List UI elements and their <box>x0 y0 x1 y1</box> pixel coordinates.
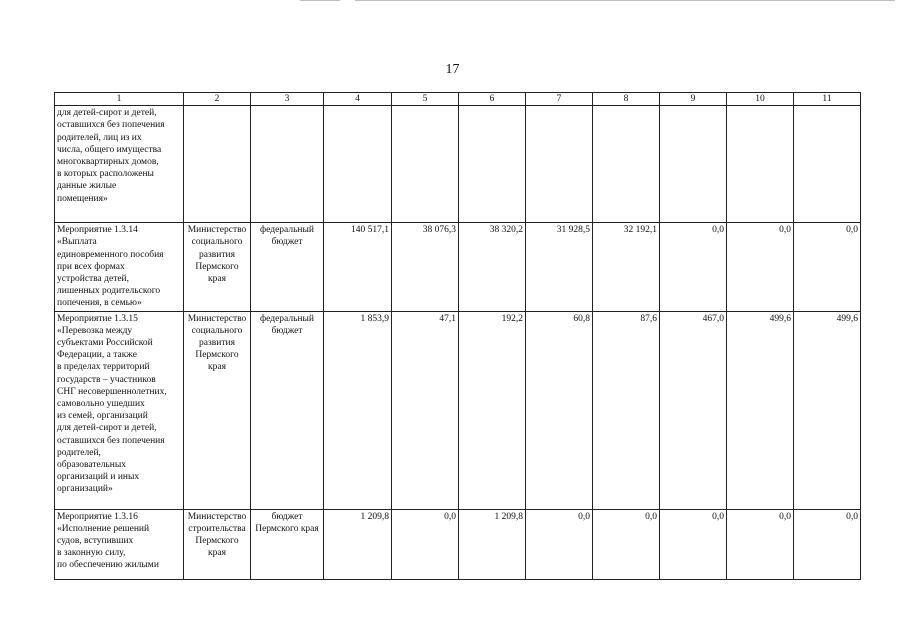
funding-source-cell: бюджет Пермского края <box>251 509 324 579</box>
amount-cell: 0,0 <box>660 223 727 311</box>
amount-cell: 1 209,8 <box>324 509 392 579</box>
amount-cell: 32 192,1 <box>593 223 660 311</box>
column-number-cell: 11 <box>794 93 861 106</box>
amount-cell: 0,0 <box>727 223 794 311</box>
table-row <box>55 509 861 579</box>
amount-cell: 499,6 <box>727 311 794 509</box>
responsible-executor-cell: Министерство строительства Пермского края <box>184 509 251 579</box>
amount-cell: 0,0 <box>794 509 861 579</box>
amount-cell: 1 209,8 <box>459 509 526 579</box>
column-number-cell: 7 <box>526 93 593 106</box>
funding-source-cell: федеральный бюджет <box>251 223 324 311</box>
amount-cell: 87,6 <box>593 311 660 509</box>
column-number-cell: 1 <box>55 93 184 106</box>
amount-cell <box>392 106 459 223</box>
column-number-cell: 2 <box>184 93 251 106</box>
amount-cell <box>459 106 526 223</box>
funding-source-cell <box>251 106 324 223</box>
page-number: 17 <box>445 62 460 77</box>
amount-cell: 47,1 <box>392 311 459 509</box>
responsible-executor-cell: Министерство социального развития Пермского края <box>184 223 251 311</box>
responsible-executor-cell <box>184 106 251 223</box>
amount-cell: 192,2 <box>459 311 526 509</box>
table-row <box>55 311 861 509</box>
amount-cell: 467,0 <box>660 311 727 509</box>
activity-name-cell: для детей-сирот и детей, оставшихся без попечения родителей, лиц из их числа, общего имущества многоквартирных домов, в которых расположены данные жилые помещения» <box>55 106 184 223</box>
amount-cell: 0,0 <box>526 509 593 579</box>
amount-cell <box>660 106 727 223</box>
scan-edge-mark <box>355 0 895 1</box>
column-number-cell: 9 <box>660 93 727 106</box>
amount-cell: 38 320,2 <box>459 223 526 311</box>
amount-cell: 499,6 <box>794 311 861 509</box>
amount-cell: 0,0 <box>660 509 727 579</box>
amount-cell: 140 517,1 <box>324 223 392 311</box>
responsible-executor-cell: Министерство социального развития Пермского края <box>184 311 251 509</box>
amount-cell: 60,8 <box>526 311 593 509</box>
activity-name-cell: Мероприятие 1.3.16 «Исполнение решений судов, вступивших в законную силу, по обеспечению жилыми <box>55 509 184 579</box>
column-number-cell: 6 <box>459 93 526 106</box>
amount-cell: 0,0 <box>593 509 660 579</box>
amount-cell: 0,0 <box>392 509 459 579</box>
amount-cell: 31 928,5 <box>526 223 593 311</box>
column-number-cell: 10 <box>727 93 794 106</box>
amount-cell <box>593 106 660 223</box>
amount-cell: 0,0 <box>727 509 794 579</box>
table-row <box>55 223 861 311</box>
budget-table <box>54 92 861 580</box>
amount-cell: 0,0 <box>794 223 861 311</box>
amount-cell: 38 076,3 <box>392 223 459 311</box>
funding-source-cell: федеральный бюджет <box>251 311 324 509</box>
activity-name-cell: Мероприятие 1.3.14 «Выплата единовременного пособия при всех формах устройства детей, лишенных родительского попечения, в семью» <box>55 223 184 311</box>
column-number-cell: 4 <box>324 93 392 106</box>
table-header-row <box>55 93 861 106</box>
amount-cell <box>727 106 794 223</box>
amount-cell: 1 853,9 <box>324 311 392 509</box>
table-row <box>55 106 861 223</box>
amount-cell <box>794 106 861 223</box>
amount-cell <box>324 106 392 223</box>
column-number-cell: 3 <box>251 93 324 106</box>
column-number-cell: 8 <box>593 93 660 106</box>
column-number-cell: 5 <box>392 93 459 106</box>
scan-edge-mark <box>300 0 340 1</box>
amount-cell <box>526 106 593 223</box>
activity-name-cell: Мероприятие 1.3.15 «Перевозка между субъектами Российской Федерации, а также в пределах территорий государств – участников СНГ несовершеннолетних, самовольно ушедших из семей, организаций для детей-сирот и детей, оставшихся без попечения родителей, образовательных организаций и иных организаций» <box>55 311 184 509</box>
